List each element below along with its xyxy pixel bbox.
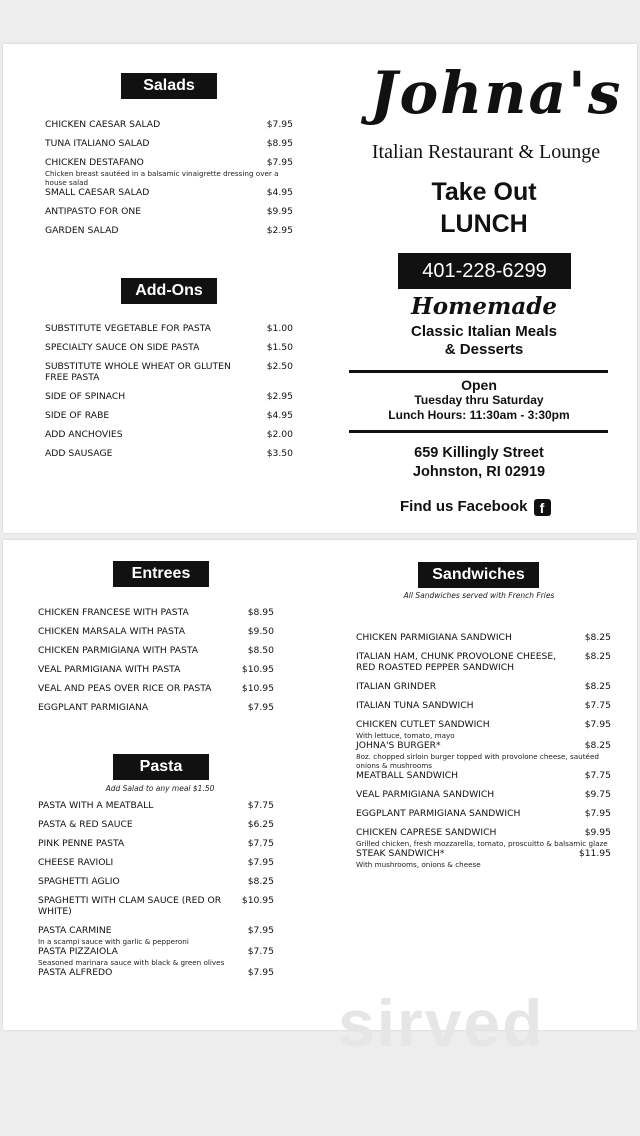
address-line-1: 659 Killingly Street bbox=[414, 445, 544, 461]
menu-item-price: $8.50 bbox=[247, 645, 274, 656]
menu-item-name: ITALIAN HAM, CHUNK PROVOLONE CHEESE, RED ROASTED PEPPER SANDWICH bbox=[356, 651, 557, 673]
menu-item bbox=[45, 323, 293, 334]
menu-item bbox=[45, 342, 293, 353]
menu-item-name: CHICKEN DESTAFANO bbox=[45, 157, 144, 168]
addons-heading: Add-Ons bbox=[121, 278, 217, 304]
menu-item bbox=[38, 895, 274, 917]
menu-item bbox=[45, 119, 293, 130]
menu-item bbox=[38, 626, 274, 637]
menu-item-name: TUNA ITALIANO SALAD bbox=[45, 138, 150, 149]
homemade-tagline: Homemade bbox=[411, 293, 557, 320]
menu-item-name: ADD SAUSAGE bbox=[45, 448, 113, 459]
menu-item bbox=[356, 770, 611, 781]
menu-item-name: STEAK SANDWICH* bbox=[356, 848, 445, 859]
menu-item-name: VEAL AND PEAS OVER RICE OR PASTA bbox=[38, 683, 212, 694]
pasta-note: Add Salad to any meal $1.50 bbox=[105, 784, 215, 793]
salads-heading: Salads bbox=[121, 73, 217, 99]
menu-item-description: Grilled chicken, fresh mozzarella, tomato, proscuitto & balsamic glaze bbox=[356, 839, 608, 848]
entrees-heading: Entrees bbox=[113, 561, 209, 587]
menu-item-price: $10.95 bbox=[241, 664, 274, 675]
menu-item bbox=[356, 827, 611, 848]
menu-item-price: $7.75 bbox=[584, 700, 611, 711]
menu-item-name: PASTA CARMINE bbox=[38, 925, 112, 936]
menu-item-name: PINK PENNE PASTA bbox=[38, 838, 125, 849]
menu-item-price: $8.25 bbox=[247, 876, 274, 887]
pasta-heading: Pasta bbox=[113, 754, 209, 780]
takeout-line-1: Take Out bbox=[431, 178, 537, 206]
menu-item-price: $9.75 bbox=[584, 789, 611, 800]
menu-item-price: $7.95 bbox=[266, 119, 293, 130]
menu-item-price: $8.95 bbox=[266, 138, 293, 149]
menu-item-price: $7.75 bbox=[247, 946, 274, 957]
menu-item-name: EGGPLANT PARMIGIANA bbox=[38, 702, 149, 713]
menu-item bbox=[45, 410, 293, 421]
menu-item-name: SUBSTITUTE VEGETABLE FOR PASTA bbox=[45, 323, 211, 334]
menu-item-name: MEATBALL SANDWICH bbox=[356, 770, 459, 781]
menu-item bbox=[356, 848, 611, 869]
menu-item-name: ADD ANCHOVIES bbox=[45, 429, 123, 440]
menu-item-name: ITALIAN TUNA SANDWICH bbox=[356, 700, 474, 711]
facebook-label: Find us Facebook bbox=[400, 498, 528, 515]
menu-item-price: $4.95 bbox=[266, 187, 293, 198]
menu-item bbox=[38, 925, 274, 946]
menu-item bbox=[45, 206, 293, 217]
menu-item-price: $7.75 bbox=[247, 838, 274, 849]
menu-item bbox=[45, 138, 293, 149]
open-heading: Open bbox=[461, 377, 497, 393]
classic-line-1: Classic Italian Meals bbox=[411, 323, 557, 340]
menu-item-description: With lettuce, tomato, mayo bbox=[356, 731, 455, 740]
menu-item-price: $8.25 bbox=[584, 651, 611, 662]
menu-item-price: $9.50 bbox=[247, 626, 274, 637]
menu-item-price: $10.95 bbox=[241, 683, 274, 694]
menu-item bbox=[38, 876, 274, 887]
menu-item bbox=[356, 681, 611, 692]
restaurant-logo: Johna's bbox=[370, 59, 623, 127]
menu-item bbox=[356, 719, 611, 740]
menu-item bbox=[45, 361, 293, 383]
classic-line-2: & Desserts bbox=[444, 341, 524, 358]
menu-item bbox=[45, 187, 293, 198]
menu-item-description: Seasoned marinara sauce with black & green olives bbox=[38, 958, 225, 967]
menu-item-name: PASTA & RED SAUCE bbox=[38, 819, 133, 830]
menu-item-name: SIDE OF RABE bbox=[45, 410, 110, 421]
menu-item bbox=[38, 838, 274, 849]
menu-item-price: $1.00 bbox=[266, 323, 293, 334]
menu-item-price: $8.95 bbox=[247, 607, 274, 618]
menu-item-price: $6.25 bbox=[247, 819, 274, 830]
phone-number[interactable]: 401-228-6299 bbox=[398, 253, 571, 289]
menu-item-price: $8.25 bbox=[584, 681, 611, 692]
menu-item-price: $10.95 bbox=[241, 895, 274, 906]
menu-item-price: $2.00 bbox=[266, 429, 293, 440]
menu-item-price: $7.75 bbox=[584, 770, 611, 781]
menu-item-price: $8.25 bbox=[584, 740, 611, 751]
menu-item bbox=[356, 740, 611, 770]
menu-item bbox=[38, 664, 274, 675]
menu-item-name: EGGPLANT PARMIGIANA SANDWICH bbox=[356, 808, 521, 819]
menu-item-description: In a scampi sauce with garlic & pepperoni bbox=[38, 937, 189, 946]
menu-item-name: JOHNA'S BURGER* bbox=[356, 740, 441, 751]
menu-item bbox=[356, 789, 611, 800]
menu-item-description: Chicken breast sautéed in a balsamic vinaigrette dressing over a house salad bbox=[45, 169, 279, 187]
sirved-watermark: sirved bbox=[338, 986, 545, 1060]
menu-item bbox=[45, 448, 293, 459]
menu-item-price: $2.95 bbox=[266, 225, 293, 236]
menu-item-name: PASTA PIZZAIOLA bbox=[38, 946, 118, 957]
restaurant-subtitle: Italian Restaurant & Lounge bbox=[371, 141, 601, 163]
menu-item-name: PASTA WITH A MEATBALL bbox=[38, 800, 154, 811]
menu-item-description: With mushrooms, onions & cheese bbox=[356, 860, 481, 869]
menu-item-name: SIDE OF SPINACH bbox=[45, 391, 126, 402]
menu-item bbox=[45, 225, 293, 236]
pasta-list bbox=[38, 800, 274, 986]
entrees-list bbox=[38, 607, 274, 721]
menu-item bbox=[38, 645, 274, 656]
address bbox=[350, 444, 608, 482]
menu-item bbox=[38, 819, 274, 830]
menu-item-name: PASTA ALFREDO bbox=[38, 967, 113, 978]
menu-item-price: $7.75 bbox=[247, 800, 274, 811]
menu-item-name: VEAL PARMIGIANA SANDWICH bbox=[356, 789, 495, 800]
sandwiches-list bbox=[356, 632, 611, 869]
menu-item bbox=[356, 651, 611, 673]
menu-item-price: $7.95 bbox=[247, 857, 274, 868]
divider-top bbox=[349, 370, 608, 373]
menu-item-price: $4.95 bbox=[266, 410, 293, 421]
open-hours: Lunch Hours: 11:30am - 3:30pm bbox=[388, 408, 570, 422]
menu-item bbox=[38, 683, 274, 694]
menu-item-price: $2.50 bbox=[266, 361, 293, 372]
menu-item bbox=[45, 157, 293, 187]
pasta-footnote bbox=[60, 1006, 265, 1011]
menu-item bbox=[356, 700, 611, 711]
menu-item-name: SPAGHETTI WITH CLAM SAUCE (RED OR WHITE) bbox=[38, 895, 222, 917]
menu-item-name: CHICKEN CUTLET SANDWICH bbox=[356, 719, 490, 730]
menu-item-name: SUBSTITUTE WHOLE WHEAT OR GLUTEN FREE PASTA bbox=[45, 361, 231, 383]
menu-item-name: CHICKEN PARMIGIANA SANDWICH bbox=[356, 632, 512, 643]
salads-list bbox=[45, 119, 293, 244]
menu-item-price: $1.50 bbox=[266, 342, 293, 353]
menu-item-price: $11.95 bbox=[578, 848, 611, 859]
address-line-2: Johnston, RI 02919 bbox=[412, 464, 546, 480]
menu-item-name: CHICKEN MARSALA WITH PASTA bbox=[38, 626, 185, 637]
takeout-line-2: LUNCH bbox=[440, 210, 528, 238]
menu-item-price: $2.95 bbox=[266, 391, 293, 402]
menu-item-name: SPAGHETTI AGLIO bbox=[38, 876, 120, 887]
sandwiches-heading: Sandwiches bbox=[418, 562, 539, 588]
menu-item bbox=[38, 967, 274, 978]
menu-item bbox=[38, 800, 274, 811]
menu-item-price: $7.95 bbox=[247, 967, 274, 978]
menu-item-name: CHICKEN PARMIGIANA WITH PASTA bbox=[38, 645, 199, 656]
menu-item-price: $7.95 bbox=[247, 925, 274, 936]
classic-tagline bbox=[350, 323, 618, 359]
addons-list bbox=[45, 323, 293, 467]
menu-item-price: $7.95 bbox=[584, 719, 611, 730]
menu-item bbox=[38, 607, 274, 618]
menu-item-price: $9.95 bbox=[266, 206, 293, 217]
menu-item-name: SMALL CAESAR SALAD bbox=[45, 187, 150, 198]
menu-item bbox=[38, 857, 274, 868]
menu-item-name: CHICKEN CAPRESE SANDWICH bbox=[356, 827, 497, 838]
menu-item-price: $7.95 bbox=[584, 808, 611, 819]
sandwiches-note: All Sandwiches served with French Fries bbox=[403, 591, 555, 600]
menu-item bbox=[356, 808, 611, 819]
menu-item-name: GARDEN SALAD bbox=[45, 225, 119, 236]
menu-item-name: VEAL PARMIGIANA WITH PASTA bbox=[38, 664, 181, 675]
menu-item bbox=[356, 632, 611, 643]
menu-item-price: $7.95 bbox=[247, 702, 274, 713]
menu-item-description: 8oz. chopped sirloin burger topped with provolone cheese, sautéed onions & mushrooms bbox=[356, 752, 599, 770]
takeout-heading bbox=[388, 176, 580, 240]
menu-item-name: CHEESE RAVIOLI bbox=[38, 857, 114, 868]
menu-item-price: $3.50 bbox=[266, 448, 293, 459]
open-days: Tuesday thru Saturday bbox=[414, 393, 544, 407]
facebook-icon: f bbox=[534, 499, 551, 516]
facebook-link[interactable] bbox=[400, 498, 580, 516]
divider-bottom bbox=[349, 430, 608, 433]
menu-item bbox=[38, 702, 274, 713]
menu-item bbox=[38, 946, 274, 967]
menu-item-price: $9.95 bbox=[584, 827, 611, 838]
menu-item-name: SPECIALTY SAUCE ON SIDE PASTA bbox=[45, 342, 200, 353]
menu-item bbox=[45, 429, 293, 440]
menu-item-name: CHICKEN FRANCESE WITH PASTA bbox=[38, 607, 189, 618]
menu-item-name: CHICKEN CAESAR SALAD bbox=[45, 119, 161, 130]
menu-item bbox=[45, 391, 293, 402]
menu-item-name: ANTIPASTO FOR ONE bbox=[45, 206, 142, 217]
menu-item-price: $7.95 bbox=[266, 157, 293, 168]
menu-item-name: ITALIAN GRINDER bbox=[356, 681, 437, 692]
menu-item-price: $8.25 bbox=[584, 632, 611, 643]
